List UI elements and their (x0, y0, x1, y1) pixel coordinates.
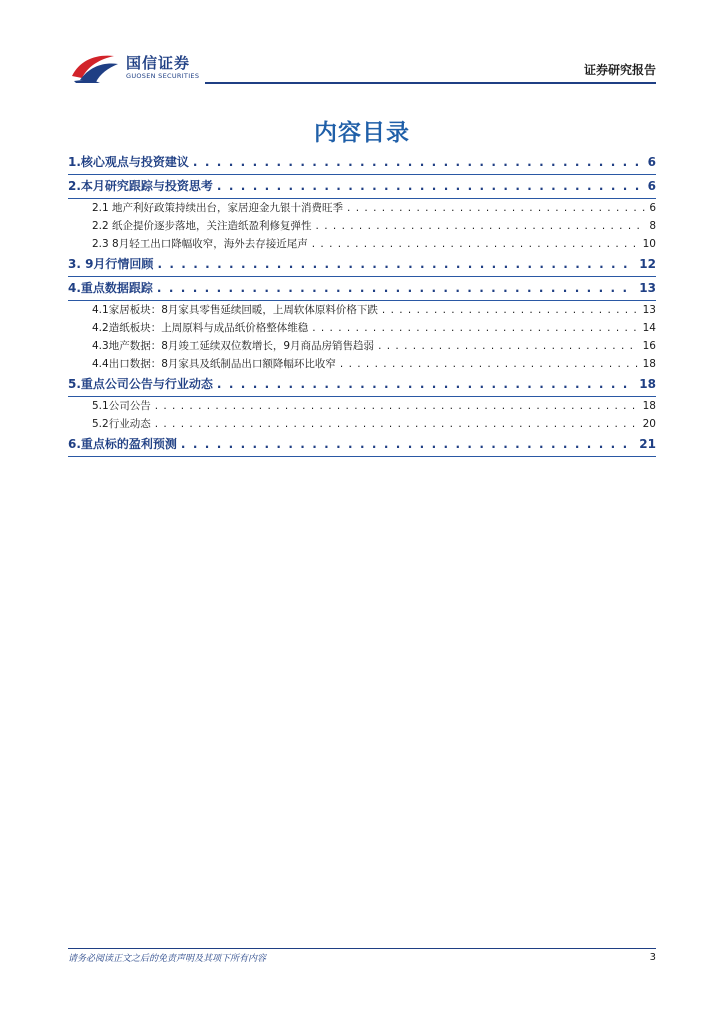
page-number: 3 (649, 952, 656, 963)
toc-leader-dots (312, 319, 638, 337)
toc-entry[interactable] (68, 151, 656, 175)
toc-entry-text: 4.1家居板块：8月家具零售延续回暖，上周软体原料价格下跌 (92, 304, 378, 316)
toc-leader-dots (181, 433, 635, 456)
page-header (0, 0, 724, 90)
toc-leader-dots (155, 397, 639, 415)
toc-entry-page: 13 (642, 304, 656, 316)
header-divider (205, 82, 656, 84)
footer-disclaimer: 请务必阅读正文之后的免责声明及其项下所有内容 (68, 954, 267, 964)
toc-entry[interactable] (68, 175, 656, 199)
logo-chinese-name: 国信证券 (126, 54, 191, 72)
toc-subentry[interactable] (68, 199, 656, 217)
toc-entry-page: 18 (639, 377, 656, 391)
report-type-label: 证券研究报告 (583, 63, 656, 77)
toc-leader-dots (157, 277, 635, 300)
toc-entry-text: 2.1 地产利好政策持续出台，家居迎金九银十消费旺季 (92, 202, 344, 214)
toc-entry-page: 14 (642, 322, 656, 334)
guosen-logo (70, 50, 220, 84)
table-of-contents (68, 151, 656, 457)
toc-entry-text: 4.4出口数据：8月家具及纸制品出口额降幅环比收窄 (92, 358, 336, 370)
toc-entry[interactable] (68, 277, 656, 301)
toc-entry-page: 13 (639, 281, 656, 295)
toc-leader-dots (193, 151, 644, 174)
toc-leader-dots (382, 301, 639, 319)
toc-entry-text: 3. 9月行情回顾 (68, 257, 154, 271)
toc-leader-dots (347, 199, 645, 217)
toc-entry-text: 4.3地产数据：8月竣工延续双位数增长，9月商品房销售趋弱 (92, 340, 375, 352)
toc-leader-dots (312, 235, 639, 253)
toc-entry-text: 4.重点数据跟踪 (68, 281, 153, 295)
toc-subentry[interactable] (68, 337, 656, 355)
toc-leader-dots (316, 217, 646, 235)
toc-entry-page: 8 (649, 220, 656, 232)
toc-entry-text: 5.重点公司公告与行业动态 (68, 377, 213, 391)
toc-entry-page: 12 (639, 257, 656, 271)
toc-entry[interactable] (68, 253, 656, 277)
toc-subentry[interactable] (68, 355, 656, 373)
toc-entry[interactable] (68, 373, 656, 397)
toc-entry-page: 6 (647, 179, 656, 193)
toc-entry-page: 20 (642, 418, 656, 430)
toc-entry-page: 6 (649, 202, 656, 214)
guosen-logo-mark-icon (70, 50, 120, 84)
toc-leader-dots (378, 337, 639, 355)
toc-subentry[interactable] (68, 319, 656, 337)
toc-leader-dots (157, 253, 635, 276)
toc-entry-page: 10 (642, 238, 656, 250)
toc-entry-page: 16 (642, 340, 656, 352)
toc-subentry[interactable] (68, 301, 656, 319)
toc-entry-text: 5.1公司公告 (92, 400, 151, 412)
toc-title: 内容目录 (314, 120, 410, 146)
footer-divider (68, 948, 656, 949)
toc-entry-text: 1.核心观点与投资建议 (68, 155, 189, 169)
toc-entry-page: 21 (639, 437, 656, 451)
toc-subentry[interactable] (68, 415, 656, 433)
toc-entry-text: 2.3 8月轻工出口降幅收窄，海外去存接近尾声 (92, 238, 308, 250)
toc-leader-dots (217, 175, 644, 198)
toc-entry[interactable] (68, 433, 656, 457)
toc-entry-page: 18 (642, 400, 656, 412)
toc-leader-dots (217, 373, 635, 396)
toc-subentry[interactable] (68, 397, 656, 415)
toc-entry-text: 2.本月研究跟踪与投资思考 (68, 179, 213, 193)
toc-entry-text: 4.2造纸板块：上周原料与成品纸价格整体维稳 (92, 322, 309, 334)
logo-english-name: GUOSEN SECURITIES (126, 72, 200, 80)
toc-entry-text: 5.2行业动态 (92, 418, 151, 430)
toc-subentry[interactable] (68, 235, 656, 253)
toc-subentry[interactable] (68, 217, 656, 235)
toc-entry-page: 6 (647, 155, 656, 169)
toc-entry-page: 18 (642, 358, 656, 370)
toc-leader-dots (340, 355, 639, 373)
toc-entry-text: 6.重点标的盈利预测 (68, 437, 177, 451)
toc-leader-dots (155, 415, 639, 433)
toc-entry-text: 2.2 纸企提价逐步落地，关注造纸盈利修复弹性 (92, 220, 312, 232)
